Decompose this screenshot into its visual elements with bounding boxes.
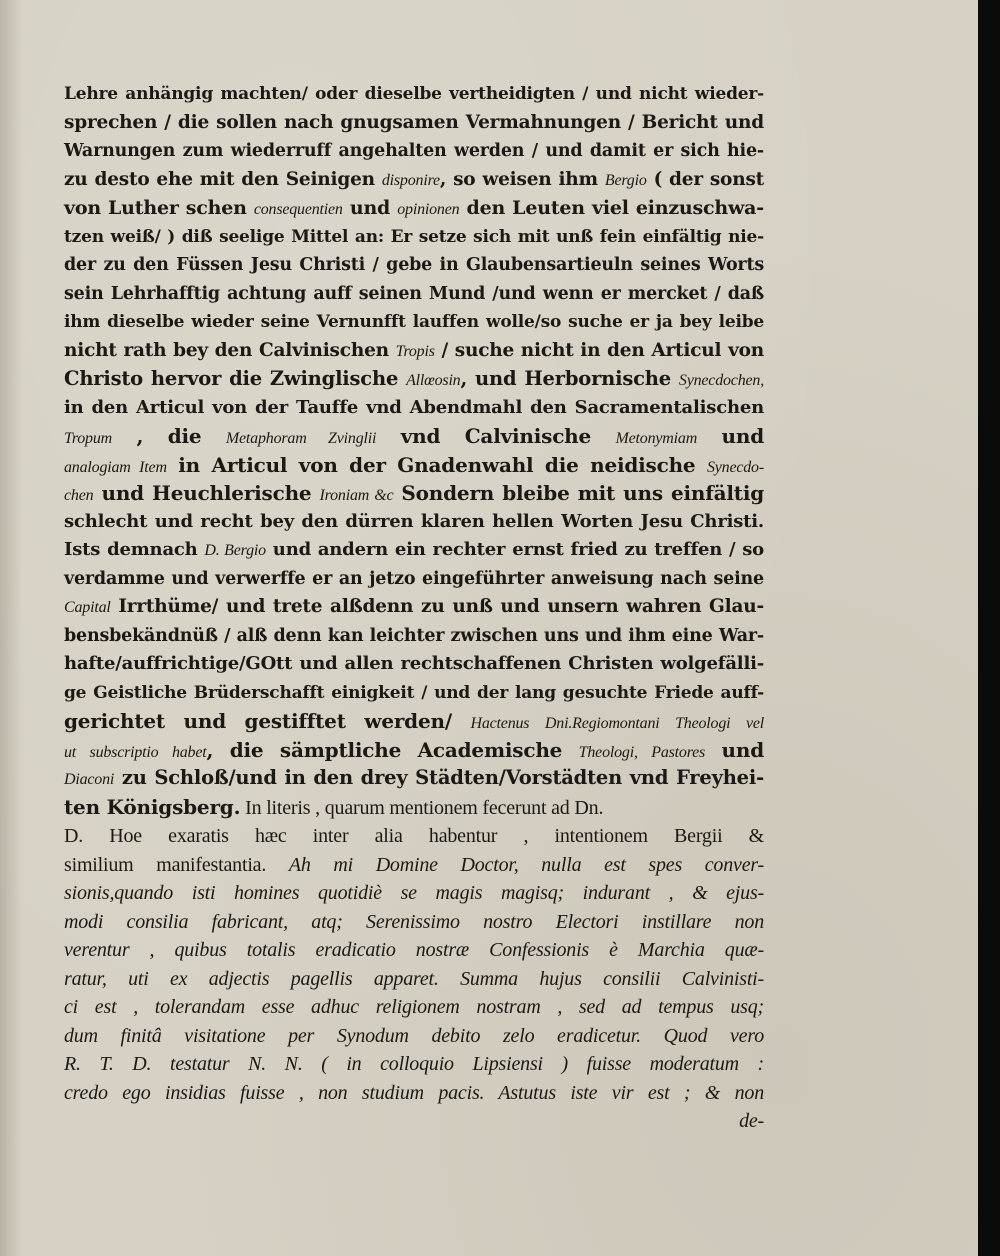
text-run: dum finitâ visitatione per Synodum debito zelo eradicetur. Quod vero (64, 1024, 764, 1047)
text-run: tzen weiß/ ) diß seelige Mittel an: Er setze sich mit unß fein einfältig nie- (64, 226, 764, 247)
text-run: sprechen / die sollen nach gnugsamen Vermahnungen / Bericht und (64, 111, 764, 133)
text-run: den Leuten viel einzuschwa- (459, 197, 764, 219)
text-run: In literis , quarum mentionem fecerunt ad Dn. (240, 796, 604, 819)
text-line (64, 109, 764, 138)
text-run: und Heuchlerische (93, 481, 320, 505)
text-run: sionis,quando isti homines quotidiè se magis magisq; indurant , & ejus- (64, 882, 764, 904)
text-line (64, 536, 764, 565)
text-run: Synecdo- (706, 458, 764, 476)
text-run: Hactenus Dni.Regiomontani Theologi vel (470, 715, 765, 732)
text-run: Capital (64, 599, 111, 616)
text-run: Allœosin (406, 372, 461, 389)
text-run: D. Hoe exaratis hæc inter alia habentur , intentionem Bergii & (64, 825, 764, 847)
text-run: Ironiam &c (319, 487, 394, 504)
text-line (64, 394, 764, 423)
text-run: der zu den Füssen Jesu Christi / gebe in Glaubensartieuln seines Worts (64, 255, 764, 275)
text-run: zu Schloß/und in den drey Städten/Vorstädten vnd Freyhei- (114, 766, 764, 789)
text-line (64, 935, 764, 964)
text-line (64, 679, 764, 708)
text-line (64, 1049, 764, 1078)
text-run: , so weisen ihm (439, 168, 605, 190)
text-run: ihm dieselbe wieder seine Vernunfft lauffen wolle/so suche er ja bey leibe (64, 312, 764, 332)
text-line (64, 451, 764, 480)
text-run: vnd Calvinische (376, 424, 616, 448)
text-run: , die (112, 424, 226, 448)
text-run: ( der sonst (646, 168, 765, 190)
text-run: und (342, 197, 398, 219)
text-line (64, 251, 764, 280)
text-run: zu desto ehe mit den Seinigen (64, 168, 382, 190)
text-line (64, 337, 764, 366)
text-run: schlecht und recht bey den dürren klaren hellen Worten Jesu Christi. (64, 510, 764, 532)
text-run: Warnungen zum wiederruff angehalten werden / und damit er sich hie- (64, 141, 764, 161)
text-line (64, 508, 764, 537)
text-run: chen (64, 487, 94, 504)
text-line (64, 964, 764, 993)
text-run: nicht rath bey den Calvinischen (64, 339, 396, 361)
text-run: Lehre anhängig machten/ oder dieselbe vertheidigten / und nicht wieder- (64, 84, 764, 104)
text-line (64, 1078, 764, 1107)
text-line (64, 821, 764, 850)
text-line (64, 736, 764, 765)
text-run: de- (739, 1110, 764, 1132)
text-run: bensbekändnüß / alß denn kan leichter zwischen uns und ihm eine War- (64, 625, 764, 646)
text-line (64, 365, 764, 394)
text-line (64, 793, 764, 822)
text-run: Ists demnach (64, 539, 205, 560)
text-run: , und Herbornische (460, 367, 679, 390)
text-run: sein Lehrhafftig achtung auff seinen Mund /und wenn er mercket / daß (64, 283, 764, 304)
text-line (64, 422, 764, 451)
text-run: Bergio (604, 171, 647, 189)
text-line (64, 166, 764, 195)
text-run: / suche nicht in den Articul von (434, 339, 765, 361)
text-line (64, 878, 764, 907)
text-run: Tropum (64, 430, 113, 447)
text-line (64, 280, 764, 309)
text-run: Tropis (395, 342, 435, 360)
text-run: ge Geistliche Brüderschafft einigkeit / und der lang gesuchte Friede auff- (64, 682, 764, 703)
text-line (64, 593, 764, 622)
text-line (64, 565, 764, 594)
text-line (64, 137, 764, 166)
text-run: ten Königsberg. (64, 794, 241, 819)
text-run: D. Bergio (204, 542, 266, 559)
text-run: disponire (381, 171, 440, 189)
text-run: hafte/auffrichtige/GOtt und allen rechtschaffenen Christen wolgefälli- (64, 653, 764, 674)
text-line (64, 707, 764, 736)
text-run: Ah mi Domine Doctor, nulla est spes conver- (288, 853, 765, 876)
text-run: ut subscriptio habet (64, 743, 207, 761)
text-line (64, 1021, 764, 1050)
text-run: ratur, uti ex adjectis pagellis apparet. Summa hujus consilii Calvinisti- (64, 967, 764, 990)
text-run: Sondern bleibe mit uns einfältig (393, 481, 765, 505)
text-run: Synecdochen, (678, 372, 764, 389)
text-line (64, 479, 764, 508)
text-run: , die sämptliche Academische (206, 737, 579, 762)
text-run: in den Articul von der Tauffe vnd Abendmahl den Sacramentalischen (64, 396, 764, 418)
text-run: credo ego insidias fuisse , non studium pacis. Astutus iste vir est ; & non (64, 1081, 764, 1104)
text-run: verdamme und verwerffe er an jetzo eingeführter anweisung nach seine (64, 568, 764, 589)
text-line (64, 622, 764, 651)
text-run: von Luther schen (64, 197, 254, 219)
text-run: und andern ein rechter ernst fried zu treffen / so (265, 539, 764, 560)
text-run: modi consilia fabricant, atq; Serenissimo nostro Electori instillare non (64, 910, 764, 933)
text-line (64, 194, 764, 223)
text-run: und (697, 424, 764, 448)
text-run: consequentien (253, 201, 343, 218)
text-run: Irrthüme/ und trete alßdenn zu unß und unsern wahren Glau- (110, 596, 764, 617)
text-run: Theologi, Pastores (578, 743, 706, 761)
text-line (64, 764, 764, 793)
text-line (64, 223, 764, 252)
text-line (64, 1106, 764, 1135)
text-run: in Articul von der Gnadenwahl die neidische (166, 452, 707, 477)
text-line (64, 907, 764, 936)
text-line (64, 992, 764, 1021)
text-run: ci est , tolerandam esse adhuc religionem nostram , sed ad tempus usq; (64, 996, 764, 1018)
text-run: und (705, 737, 764, 762)
text-line (64, 650, 764, 679)
page-text (64, 80, 764, 1135)
text-line (64, 80, 764, 109)
text-run: similium manifestantia. (64, 853, 289, 876)
text-run: analogiam Item (64, 458, 167, 476)
text-line (64, 308, 764, 337)
text-run: opinionen (397, 201, 460, 218)
text-run: verentur , quibus totalis eradicatio nostræ Confessionis è Marchia quæ- (64, 939, 764, 961)
text-run: Metaphoram Zvinglii (225, 430, 377, 447)
text-run: Diaconi (64, 771, 115, 788)
text-run: Christo hervor die Zwinglische (64, 367, 407, 390)
text-run: R. T. D. testatur N. N. ( in colloquio Lipsiensi ) fuisse moderatum : (64, 1053, 764, 1075)
text-run: Metonymiam (615, 430, 698, 447)
text-run: gerichtet und gestifftet werden/ (64, 709, 471, 733)
text-line (64, 850, 764, 879)
